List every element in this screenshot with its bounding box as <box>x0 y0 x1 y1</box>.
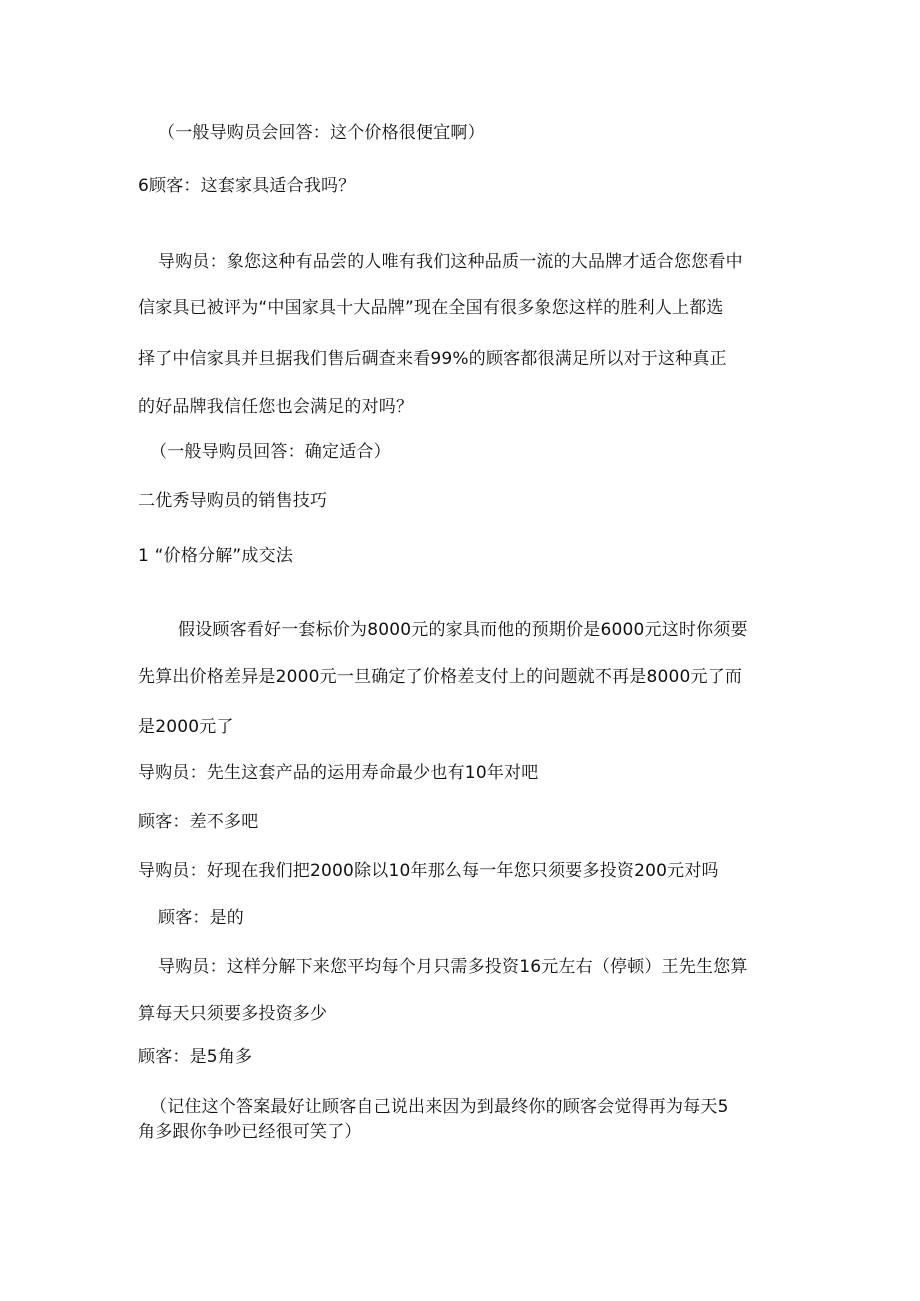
text-line-11: 先算出价格差异是2000元一旦确定了价格差支付上的问题就不再是8000元了而 <box>138 667 743 687</box>
text-line-13: 导购员：先生这套产品的运用寿命最少也有10年对吧 <box>138 763 539 783</box>
text-line-17: 导购员：这样分解下来您平均每个月只需多投资16元左右（停顿）王先生您算 <box>158 957 748 977</box>
text-line-3: 导购员：象您这种有品尝的人唯有我们这种品质一流的大品牌才适合您您看中 <box>158 252 743 272</box>
text-line-21: 角多跟你争吵已经很可笑了） <box>138 1122 362 1142</box>
text-line-20: （记住这个答案最好让顾客自己说出来因为到最终你的顾客会觉得再为每天5 <box>150 1097 729 1117</box>
text-line-7: （一般导购员回答：确定适合） <box>150 442 391 462</box>
text-line-19: 顾客：是5角多 <box>138 1047 253 1067</box>
text-line-6: 的好品牌我信任您也会满足的对吗？ <box>138 397 414 417</box>
text-line-12: 是2000元了 <box>138 717 234 737</box>
text-line-15: 导购员：好现在我们把2000除以10年那么每一年您只须要多投资200元对吗 <box>138 861 719 881</box>
text-line-14: 顾客：差不多吧 <box>138 812 259 832</box>
section-heading: 二优秀导购员的销售技巧 <box>138 491 328 511</box>
text-line-1: （一般导购员会回答：这个价格很便宜啊） <box>158 123 485 143</box>
text-line-16: 顾客：是的 <box>158 908 244 928</box>
text-line-10: 假设顾客看好一套标价为8000元的家具而他的预期价是6000元这时你须要 <box>178 620 748 640</box>
text-line-18: 算每天只须要多投资多少 <box>138 1004 328 1024</box>
text-line-5: 择了中信家具并旦据我们售后碉查来看99%的顾客都很满足所以对于这种真正 <box>138 349 727 369</box>
text-line-2: 6顾客：这套家具适合我吗？ <box>138 176 356 196</box>
subsection-heading: 1 “价格分解”成交法 <box>138 546 294 566</box>
text-line-4: 信家具已被评为“中国家具十大品牌”现在全国有很多象您这样的胜利人上都选 <box>138 298 724 318</box>
